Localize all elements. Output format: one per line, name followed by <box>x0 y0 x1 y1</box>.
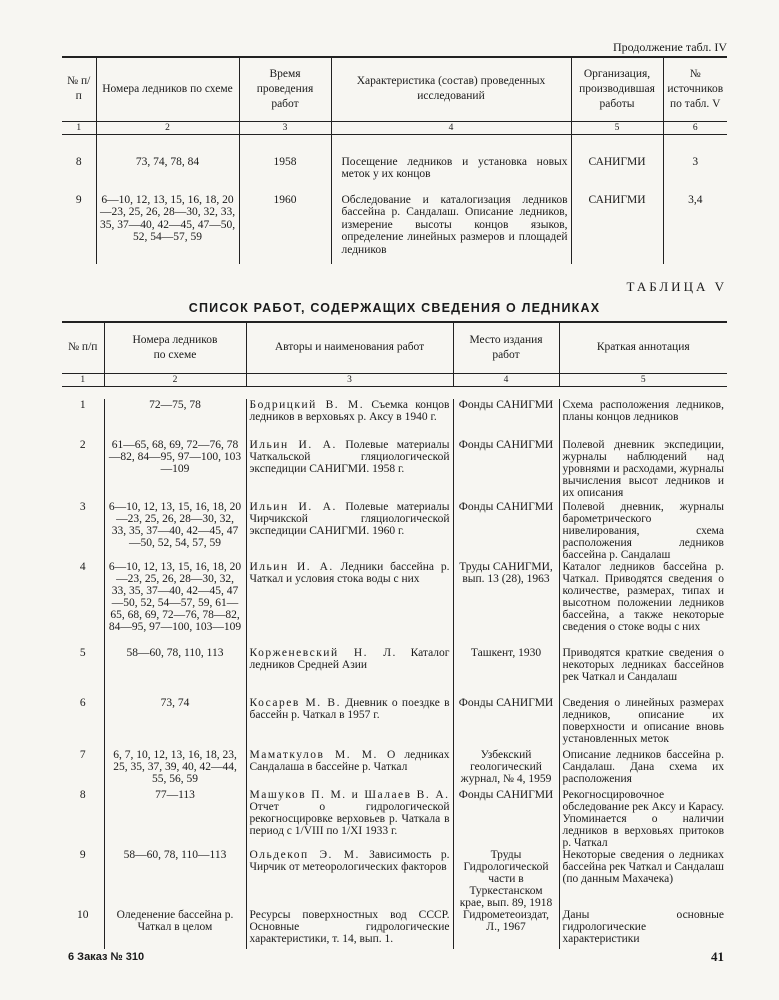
glacier-numbers: 6—10, 12, 13, 15, 16, 18, 20—23, 25, 26, 28—30, 32, 33, 35, 37—40, 42—45, 47—50, 52, 54—57, 59, 61—65, 68, 69, 72—76, 78—82, 84—95, 97—100, 103—109 <box>104 561 246 647</box>
author: Косарев М. В. <box>249 696 341 709</box>
publication-place: Узбекский геологический журнал, № 4, 1959 <box>453 749 559 789</box>
annotation: Полевой дневник, журналы барометрического нивелирования, схема расположения ледников бассейна р. Сандалаш <box>559 501 727 561</box>
header-cell: № п/п <box>67 75 91 103</box>
table-v-title: СПИСОК РАБОТ, СОДЕРЖАЩИХ СВЕДЕНИЯ О ЛЕДНИКАХ <box>188 301 601 315</box>
column-number: 3 <box>246 373 453 386</box>
work-title: Съемка концов ледников в верховьях р. Аксу в 1940 г. <box>249 398 450 423</box>
table-iv-header <box>62 57 727 121</box>
glacier-numbers: 6—10, 12, 13, 15, 16, 18, 20—23, 25, 26, 28—30, 32, 33, 35, 37—40, 42—45, 47—50, 52, 54, 57, 59 <box>104 501 246 561</box>
row-number: 4 <box>79 560 86 573</box>
glacier-numbers: 6, 7, 10, 12, 13, 16, 18, 23, 25, 35, 37, 39, 40, 42—44, 55, 56, 59 <box>104 749 246 789</box>
research-description: Посещение ледников и установка новых меток у их концов <box>331 134 571 188</box>
row-number: 7 <box>79 748 86 761</box>
column-number: 1 <box>62 121 96 134</box>
header-cell: № п/п <box>68 341 98 354</box>
table-row <box>62 749 727 789</box>
annotation: Некоторые сведения о ледниках бассейна рек Чаткал и Сандалаш (по данным Махачека) <box>559 849 727 909</box>
work-title: Зависимость р. Чирчик от метеорологических факторов <box>249 848 450 873</box>
glacier-numbers: 73, 74, 78, 84 <box>96 134 239 188</box>
work-reference <box>246 647 453 697</box>
source-numbers: 3,4 <box>663 188 727 264</box>
row-number: 8 <box>75 155 82 168</box>
column-number: 2 <box>96 121 239 134</box>
header-cell: Место издания работ <box>453 322 559 373</box>
work-title: Полевые материалы Чирчикской гляциологической экспедиции САНИГМИ. 1960 г. <box>249 500 450 537</box>
publication-place: Ташкент, 1930 <box>453 647 559 697</box>
annotation: Даны основные гидрологические характеристики <box>559 909 727 949</box>
annotation: Схема расположения ледников, планы концов ледников <box>559 399 727 439</box>
author: Ольдекоп Э. М. <box>249 848 360 861</box>
row-number: 6 <box>79 696 86 709</box>
table-row <box>62 501 727 561</box>
work-title: Отчет о гидрологической рекогносцировке верховьев р. Чаткала в период с 1/VIII по 1/XI 1933 г. <box>249 800 450 837</box>
glacier-numbers: 6—10, 12, 13, 15, 16, 18, 20—23, 25, 26, 28—30, 32, 33, 35, 37—40, 42—45, 47—50, 52, 54—57, 59 <box>96 188 239 264</box>
header-cell: Организация, производившая работы <box>571 57 663 121</box>
annotation: Каталог ледников бассейна р. Чаткал. Приводятся сведения о количестве, размерах, типах и высотном положении ледников бассейна, а также некоторые сведения о стоке воды с них <box>559 561 727 647</box>
work-title: Ресурсы поверхностных вод СССР. Основные гидрологические характеристики, т. 14, вып. 1. <box>249 908 450 945</box>
glacier-numbers: 73, 74 <box>104 697 246 749</box>
annotation: Полевой дневник экспедиции, журналы наблюдений над уровнями и расходами, журналы вычисления высот ледников и их описания <box>559 439 727 501</box>
work-title: Каталог ледников Средней Азии <box>249 646 450 671</box>
column-number-row <box>62 373 727 386</box>
work-time: 1960 <box>239 188 331 264</box>
table-v <box>62 321 727 949</box>
column-number-row <box>62 121 727 134</box>
row-number: 10 <box>77 908 89 921</box>
author: Корженевский Н. Л. <box>249 646 397 659</box>
work-reference <box>246 849 453 909</box>
table-row <box>62 188 727 264</box>
table-row <box>62 561 727 647</box>
header-cell: Авторы и наименования работ <box>246 322 453 373</box>
source-numbers: 3 <box>663 134 727 188</box>
row-number: 9 <box>75 193 82 206</box>
work-reference <box>246 909 453 949</box>
publication-place: Фонды САНИГМИ <box>453 501 559 561</box>
table-row <box>62 849 727 909</box>
glacier-numbers: 61—65, 68, 69, 72—76, 78—82, 84—95, 97—100, 103—109 <box>104 439 246 501</box>
publication-place: Фонды САНИГМИ <box>453 697 559 749</box>
row-number: 9 <box>79 848 86 861</box>
header-cell: Характеристика (состав) проведенных исследований <box>331 57 571 121</box>
work-reference <box>246 697 453 749</box>
column-number: 3 <box>239 121 331 134</box>
annotation: Рекогносцировочное обследование рек Аксу и Карасу. Упоминается о наличии ледников в верховьях притоков р. Чаткал <box>559 789 727 849</box>
row-number: 1 <box>79 398 86 411</box>
annotation: Приводятся краткие сведения о некоторых ледниках бассейнов рек Чаткал и Сандалаш <box>559 647 727 697</box>
table-iv <box>62 56 727 264</box>
column-number: 2 <box>104 373 246 386</box>
work-title: Ледники бассейна р. Чаткал и условия стока воды с них <box>249 560 450 585</box>
work-title: Дневник о поездке в бассейн р. Чаткал в 1957 г. <box>249 696 450 721</box>
research-description: Обследование и каталогизация ледников бассейна р. Сандалаш. Описание ледников, измерение высоты концов языков, определение линейных размеров и площадей ледников <box>331 188 571 264</box>
table-row <box>62 439 727 501</box>
work-reference <box>246 501 453 561</box>
row-number: 2 <box>79 438 86 451</box>
glacier-numbers: Оледенение бассейна р. Чаткал в целом <box>104 909 246 949</box>
column-number: 5 <box>559 373 727 386</box>
work-title: Полевые материалы Чаткальской гляциологической экспедиции САНИГМИ. 1958 г. <box>249 438 450 475</box>
work-reference <box>246 789 453 849</box>
table-row <box>62 399 727 439</box>
table-row <box>62 789 727 849</box>
work-reference <box>246 561 453 647</box>
annotation: Описание ледников бассейна р. Сандалаш. Дана схема их расположения <box>559 749 727 789</box>
header-cell: № источников по табл. V <box>663 57 727 121</box>
organization: САНИГМИ <box>571 188 663 264</box>
page-number: 41 <box>711 949 724 964</box>
table-v-header <box>62 322 727 373</box>
column-number: 4 <box>331 121 571 134</box>
publication-place: Фонды САНИГМИ <box>453 789 559 849</box>
work-title: О ледниках Сандалаша в бассейне р. Чаткал <box>249 748 450 773</box>
table-row <box>62 697 727 749</box>
continuation-label: Продолжение табл. IV <box>612 40 727 54</box>
table-row <box>62 647 727 697</box>
author: Ильин И. А. <box>249 500 337 513</box>
work-reference <box>246 749 453 789</box>
glacier-numbers: 77—113 <box>104 789 246 849</box>
author: Бодрицкий В. М. <box>249 398 365 411</box>
table-row <box>62 909 727 949</box>
table-row <box>62 134 727 188</box>
table-v-label: ТАБЛИЦА V <box>626 279 727 294</box>
organization: САНИГМИ <box>571 134 663 188</box>
print-signature: 6 Заказ № 310 <box>68 951 145 963</box>
publication-place: Труды Гидрологической части в Туркестанском крае, вып. 89, 1918 <box>453 849 559 909</box>
work-time: 1958 <box>239 134 331 188</box>
glacier-numbers: 58—60, 78, 110, 113 <box>104 647 246 697</box>
work-reference <box>246 399 453 439</box>
column-number: 4 <box>453 373 559 386</box>
row-number: 3 <box>79 500 86 513</box>
glacier-numbers: 58—60, 78, 110—113 <box>104 849 246 909</box>
header-cell: Номера ледников по схеме <box>96 57 239 121</box>
publication-place: Труды САНИГМИ, вып. 13 (28), 1963 <box>453 561 559 647</box>
header-cell: Время проведения работ <box>239 57 331 121</box>
annotation: Сведения о линейных размерах ледников, описание их поверхности и описание вновь установленных меток <box>559 697 727 749</box>
header-cell: Номера ледников по схеме <box>104 322 246 373</box>
column-number: 5 <box>571 121 663 134</box>
publication-place: Фонды САНИГМИ <box>453 399 559 439</box>
glacier-numbers: 72—75, 78 <box>104 399 246 439</box>
column-number: 6 <box>663 121 727 134</box>
author: Ильин И. А. <box>249 560 334 573</box>
author: Ильин И. А. <box>249 438 337 451</box>
row-number: 8 <box>79 788 86 801</box>
author: Маматкулов М. М. <box>249 748 378 761</box>
header-cell: Краткая аннотация <box>559 322 727 373</box>
row-number: 5 <box>79 646 86 659</box>
work-reference <box>246 439 453 501</box>
publication-place: Фонды САНИГМИ <box>453 439 559 501</box>
column-number: 1 <box>62 373 104 386</box>
author: Машуков П. М. и Шалаев В. А. <box>249 788 450 801</box>
publication-place: Гидрометеоиздат, Л., 1967 <box>453 909 559 949</box>
